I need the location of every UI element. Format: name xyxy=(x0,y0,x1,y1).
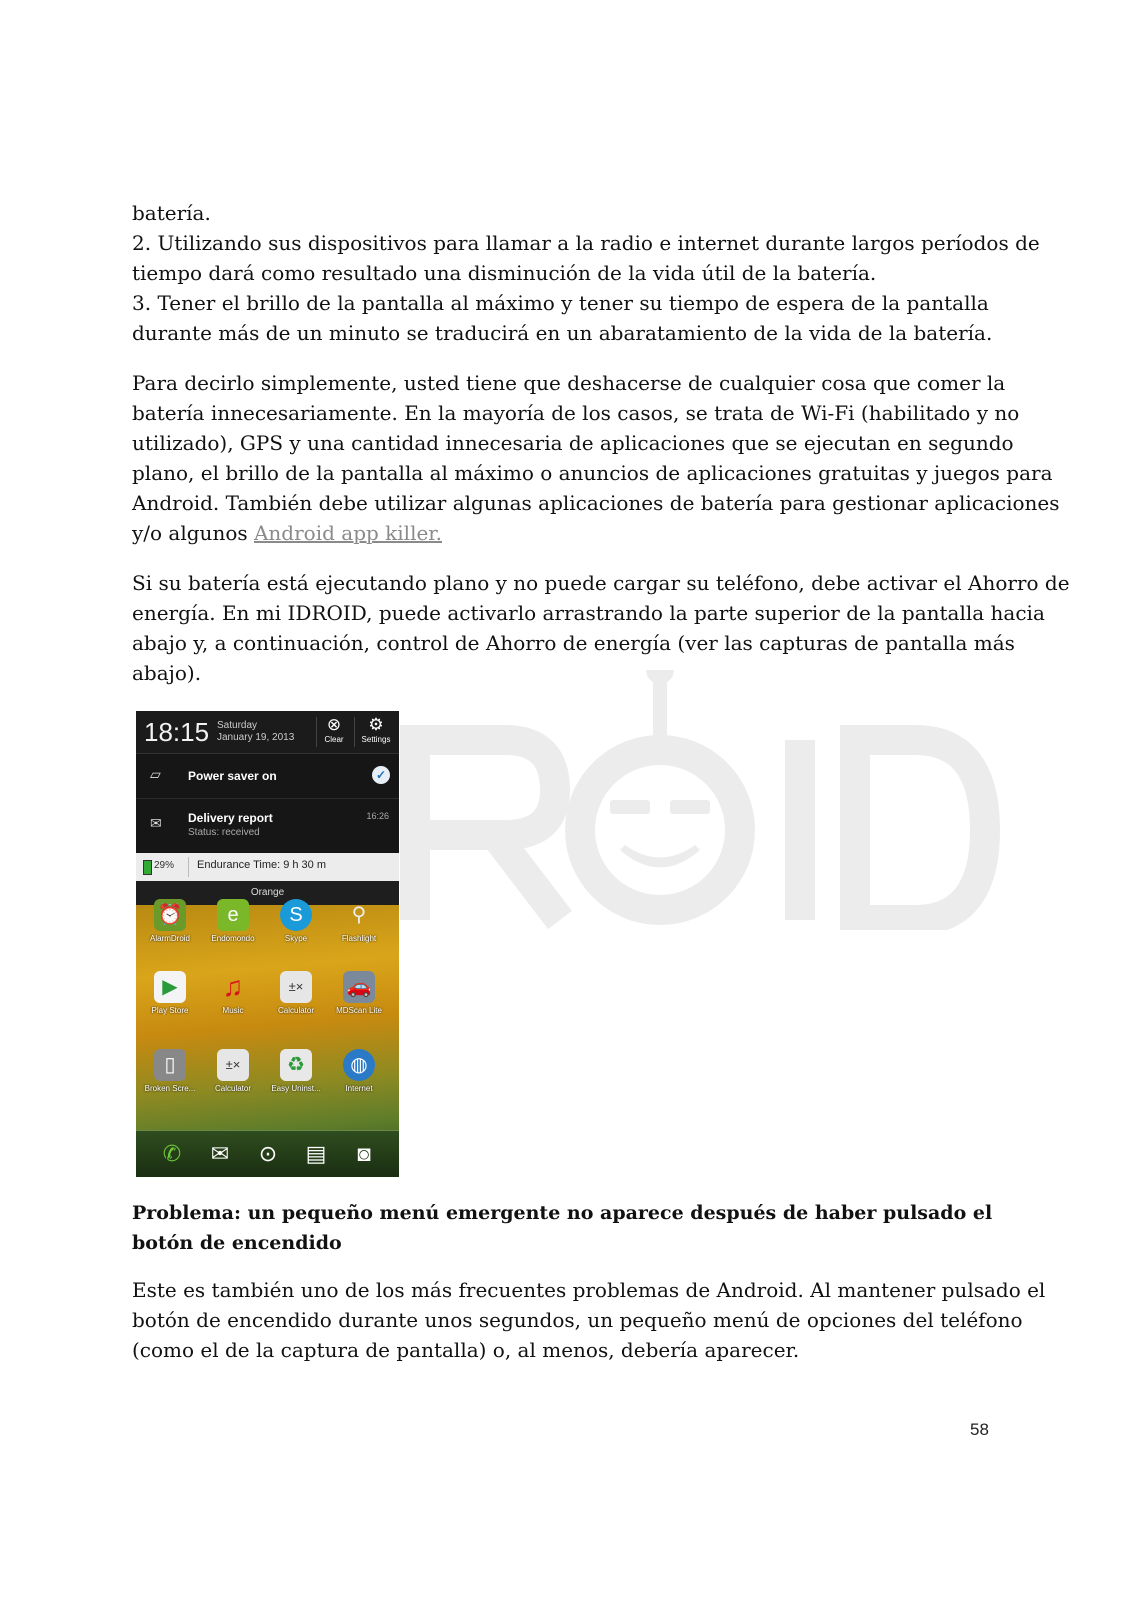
app-label: Play Store xyxy=(151,1006,189,1015)
battery-status-bar xyxy=(136,853,399,881)
text-line: plano, el brillo de la pantalla al máximo o anuncios de aplicaciones gratuitas y juegos para xyxy=(132,461,1053,485)
clock: 18:15 xyxy=(144,717,210,747)
settings-label: Settings xyxy=(361,735,391,744)
phone-icon[interactable]: ✆ xyxy=(162,1141,182,1166)
battery-icon xyxy=(143,860,152,875)
home-screen xyxy=(136,905,399,1177)
date-label: January 19, 2013 xyxy=(217,732,295,743)
page-number: 58 xyxy=(970,1420,989,1439)
music-icon: ♫ xyxy=(222,971,244,1002)
app-skype[interactable] xyxy=(265,899,327,943)
app-label: Easy Uninst... xyxy=(271,1084,321,1093)
app-label: Endomondo xyxy=(211,934,255,943)
play-store-icon: ▶ xyxy=(154,971,186,1003)
notification-title: Power saver on xyxy=(188,769,277,783)
text-line: (como el de la captura de pantalla) o, al menos, debería aparecer. xyxy=(132,1338,800,1362)
endomondo-icon: e xyxy=(217,899,249,931)
idroid-watermark xyxy=(395,670,1005,930)
flashlight-icon: ⚲ xyxy=(351,904,367,926)
clear-label: Clear xyxy=(324,735,344,744)
text-line: Si su batería está ejecutando plano y no puede cargar su teléfono, debe activar el Ahorro de xyxy=(132,571,1070,595)
app-label: Broken Scre... xyxy=(144,1084,196,1093)
text-line: abajo). xyxy=(132,661,202,685)
app-endomondo[interactable] xyxy=(202,899,264,943)
messages-icon[interactable]: ▤ xyxy=(305,1141,327,1166)
notification-delivery-report[interactable] xyxy=(136,799,399,854)
text-line: tiempo dará como resultado una disminución de la vida útil de la batería. xyxy=(132,261,877,285)
dock xyxy=(136,1130,399,1177)
all-apps-icon[interactable]: ⊙ xyxy=(258,1141,278,1166)
car-icon: 🚗 xyxy=(343,971,375,1003)
app-label: Skype xyxy=(284,934,308,943)
app-label: MDScan Lite xyxy=(336,1006,382,1015)
carrier-label: Orange xyxy=(250,887,285,898)
text-line: utilizado), GPS y una cantidad innecesaria de aplicaciones que se ejecutan en segundo xyxy=(132,431,1014,455)
text-line: durante más de un minuto se traducirá en un abaratamiento de la vida de la batería. xyxy=(132,321,993,345)
text-line: Android. También debe utilizar algunas aplicaciones de batería para gestionar aplicaciones xyxy=(132,491,1060,515)
mail-icon[interactable]: ✉ xyxy=(210,1141,230,1166)
app-internet[interactable] xyxy=(328,1049,390,1093)
app-label: Calculator xyxy=(277,1006,314,1015)
app-play-store[interactable] xyxy=(139,971,201,1015)
recycle-icon: ♻ xyxy=(280,1049,312,1081)
paragraph-battery-causes xyxy=(132,198,1040,348)
app-label: Internet xyxy=(345,1084,373,1093)
power-saver-icon: ▱ xyxy=(150,766,161,782)
divider xyxy=(188,857,189,877)
text-line: 2. Utilizando sus dispositivos para llamar a la radio e internet durante largos períodos de xyxy=(132,231,1040,255)
app-easy-uninstaller[interactable] xyxy=(265,1049,327,1093)
app-calculator-2[interactable] xyxy=(202,1049,264,1093)
close-icon: ⊗ xyxy=(326,715,342,734)
notification-header xyxy=(136,711,399,754)
app-label: Flashlight xyxy=(341,934,377,943)
calculator-icon: ±× xyxy=(280,971,312,1003)
android-app-killer-link[interactable]: Android app killer. xyxy=(253,521,443,545)
alarm-icon: ⏰ xyxy=(154,899,186,931)
clear-button[interactable] xyxy=(317,715,351,749)
app-alarmdroid[interactable] xyxy=(139,899,201,943)
paragraph-power-menu xyxy=(132,1275,1046,1365)
battery-percent: 29% xyxy=(154,860,175,871)
notification-power-saver[interactable] xyxy=(136,754,399,799)
date xyxy=(217,720,294,744)
app-flashlight[interactable] xyxy=(328,899,390,943)
globe-icon: ◍ xyxy=(343,1049,375,1081)
skype-icon: S xyxy=(280,899,312,931)
calculator-icon: ±× xyxy=(217,1049,249,1081)
app-calculator[interactable] xyxy=(265,971,327,1015)
text-fragment: y/o algunos xyxy=(132,521,254,545)
app-broken-screen[interactable] xyxy=(139,1049,201,1093)
message-icon: ✉ xyxy=(150,815,162,831)
phone-screenshot xyxy=(136,711,399,1177)
text-line: 3. Tener el brillo de la pantalla al máximo y tener su tiempo de espera de la pantalla xyxy=(132,291,989,315)
text-line xyxy=(132,518,1012,548)
app-label: Calculator xyxy=(214,1084,251,1093)
broken-screen-icon: ▯ xyxy=(154,1049,186,1081)
app-label: Music xyxy=(222,1006,244,1015)
gear-icon: ⚙ xyxy=(368,715,384,734)
day-label: Saturday xyxy=(217,720,258,731)
section-heading xyxy=(132,1198,1012,1258)
notification-time: 16:26 xyxy=(366,811,389,821)
text-line: Este es también uno de los más frecuentes problemas de Android. Al mantener pulsado el xyxy=(132,1278,1046,1302)
text-line: batería. xyxy=(132,201,211,225)
paragraph-power-saver xyxy=(132,568,1070,688)
app-mdscan-lite[interactable] xyxy=(328,971,390,1015)
text-line: botón de encendido durante unos segundos, un pequeño menú de opciones del teléfono xyxy=(132,1308,1023,1332)
app-music[interactable] xyxy=(202,971,264,1015)
app-label: AlarmDroid xyxy=(149,934,190,943)
notification-subtitle: Status: received xyxy=(188,827,260,838)
text-line: abajo y, a continuación, control de Ahorro de energía (ver las capturas de pantalla más xyxy=(132,631,1015,655)
divider xyxy=(354,717,355,747)
notification-title: Delivery report xyxy=(188,811,273,825)
settings-button[interactable] xyxy=(359,715,393,749)
endurance-time: Endurance Time: 9 h 30 m xyxy=(197,859,327,871)
paragraph-battery-tips xyxy=(132,368,1060,548)
camera-icon[interactable]: ◙ xyxy=(357,1141,371,1166)
heading-line: Problema: un pequeño menú emergente no aparece después de haber pulsado el xyxy=(132,1202,993,1224)
text-line: energía. En mi IDROID, puede activarlo arrastrando la parte superior de la pantalla hacia xyxy=(132,601,1045,625)
checkmark-icon[interactable]: ✓ xyxy=(372,766,390,784)
text-line: Para decirlo simplemente, usted tiene que deshacerse de cualquier cosa que comer la xyxy=(132,371,1006,395)
heading-line: botón de encendido xyxy=(132,1232,342,1254)
text-line: batería innecesariamente. En la mayoría de los casos, se trata de Wi-Fi (habilitado y no xyxy=(132,401,1020,425)
